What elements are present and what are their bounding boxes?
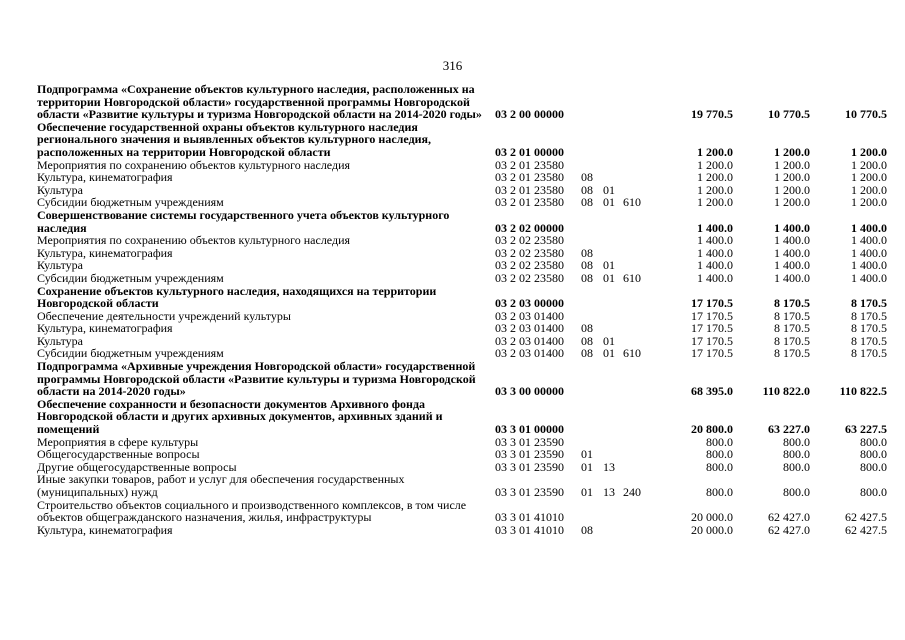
row-amount-2: 10 770.5 bbox=[768, 107, 810, 122]
row-amount-3: 1 400.0 bbox=[851, 258, 887, 273]
row-expense-type: 610 bbox=[623, 346, 641, 361]
row-expense-type bbox=[623, 247, 661, 260]
table-row-heading bbox=[37, 285, 887, 310]
row-section: 08 bbox=[581, 195, 593, 210]
row-expense-type: 610 bbox=[623, 195, 641, 210]
row-amount-1: 1 400.0 bbox=[697, 245, 733, 260]
row-code: 03 3 01 23590 bbox=[495, 459, 564, 474]
row-amount-3: 62 427.5 bbox=[845, 522, 887, 537]
table-row-heading bbox=[37, 121, 887, 159]
table-row-heading bbox=[37, 360, 887, 398]
row-expense-type bbox=[623, 322, 661, 335]
row-section: 08 bbox=[581, 170, 593, 185]
row-expense-type bbox=[623, 448, 661, 461]
row-amount-3: 1 200.0 bbox=[851, 144, 887, 159]
row-name: Мероприятия в сфере культуры bbox=[37, 434, 199, 449]
row-section: 08 bbox=[581, 346, 593, 361]
row-amount-2: 1 200.0 bbox=[774, 195, 810, 210]
row-name: Обеспечение сохранности и безопасности документов Архивного фонда Новгородской области и других архивных документов, архивных зданий и помещений bbox=[37, 396, 443, 437]
row-name: Мероприятия по сохранению объектов культурного наследия bbox=[37, 157, 351, 172]
row-amount-3: 800.0 bbox=[860, 434, 887, 449]
table-row-heading bbox=[37, 209, 887, 234]
row-code: 03 2 01 23580 bbox=[495, 170, 564, 185]
row-amount-2: 1 400.0 bbox=[774, 233, 810, 248]
row-expense-type bbox=[623, 234, 661, 247]
row-code: 03 2 02 00000 bbox=[495, 220, 564, 235]
page-number: 316 bbox=[442, 58, 463, 73]
row-section: 08 bbox=[581, 321, 593, 336]
row-amount-2: 8 170.5 bbox=[774, 321, 810, 336]
row-subsection: 01 bbox=[603, 346, 615, 361]
row-section bbox=[581, 285, 603, 310]
row-subsection bbox=[603, 285, 623, 310]
row-name: Мероприятия по сохранению объектов культурного наследия bbox=[37, 233, 351, 248]
row-name: Другие общегосударственные вопросы bbox=[37, 459, 237, 474]
table-row bbox=[37, 448, 887, 461]
row-code: 03 3 01 41010 bbox=[495, 522, 564, 537]
row-amount-2: 1 400.0 bbox=[774, 245, 810, 260]
row-subsection bbox=[603, 436, 623, 449]
row-section: 08 bbox=[581, 522, 593, 537]
row-amount-1: 1 400.0 bbox=[697, 270, 733, 285]
row-section bbox=[581, 234, 603, 247]
row-expense-type bbox=[623, 159, 661, 172]
row-amount-1: 17 170.5 bbox=[691, 321, 733, 336]
row-amount-1: 1 200.0 bbox=[697, 157, 733, 172]
row-name: Субсидии бюджетным учреждениям bbox=[37, 346, 224, 361]
row-amount-2: 1 200.0 bbox=[774, 157, 810, 172]
row-code: 03 3 01 23590 bbox=[495, 485, 564, 499]
row-amount-2: 1 200.0 bbox=[774, 170, 810, 185]
row-amount-3: 63 227.5 bbox=[845, 422, 887, 437]
row-subsection: 01 bbox=[603, 258, 615, 273]
row-code: 03 2 02 23580 bbox=[495, 233, 564, 248]
row-amount-3: 8 170.5 bbox=[851, 308, 887, 323]
row-subsection bbox=[603, 83, 623, 121]
budget-table-body bbox=[37, 83, 887, 536]
row-amount-2: 1 200.0 bbox=[774, 144, 810, 159]
row-expense-type bbox=[623, 499, 661, 524]
row-name: Культура bbox=[37, 333, 83, 348]
row-code: 03 2 02 23580 bbox=[495, 245, 564, 260]
row-name: Культура, кинематография bbox=[37, 321, 173, 336]
row-amount-2: 8 170.5 bbox=[774, 308, 810, 323]
budget-table bbox=[37, 83, 887, 536]
row-amount-2: 8 170.5 bbox=[774, 333, 810, 348]
row-section: 01 bbox=[581, 485, 593, 499]
row-section: 08 bbox=[581, 270, 593, 285]
row-name: Совершенствование системы государственного учета объектов культурного наследия bbox=[37, 207, 450, 235]
row-section: 08 bbox=[581, 182, 593, 197]
row-code: 03 2 01 23580 bbox=[495, 182, 564, 197]
row-section bbox=[581, 121, 603, 159]
row-code: 03 3 01 23590 bbox=[495, 434, 564, 449]
row-amount-1: 19 770.5 bbox=[691, 107, 733, 122]
table-row bbox=[37, 322, 887, 335]
row-amount-2: 800.0 bbox=[783, 434, 810, 449]
table-row-heading bbox=[37, 398, 887, 436]
row-subsection: 01 bbox=[603, 182, 615, 197]
row-amount-1: 1 200.0 bbox=[697, 195, 733, 210]
row-subsection bbox=[603, 209, 623, 234]
row-subsection bbox=[603, 448, 623, 461]
row-code: 03 2 00 00000 bbox=[495, 107, 564, 122]
row-amount-3: 62 427.5 bbox=[845, 510, 887, 525]
row-code: 03 2 03 01400 bbox=[495, 321, 564, 336]
row-expense-type bbox=[623, 524, 661, 537]
row-amount-1: 800.0 bbox=[706, 485, 733, 499]
row-subsection bbox=[603, 360, 623, 398]
row-expense-type bbox=[623, 461, 661, 474]
row-amount-2: 8 170.5 bbox=[774, 296, 810, 311]
row-subsection bbox=[603, 499, 623, 524]
row-section bbox=[581, 360, 603, 398]
row-amount-3: 110 822.5 bbox=[839, 384, 887, 399]
row-section bbox=[581, 209, 603, 234]
row-expense-type bbox=[623, 121, 661, 159]
row-amount-3: 8 170.5 bbox=[851, 333, 887, 348]
row-subsection bbox=[603, 121, 623, 159]
row-code: 03 2 02 23580 bbox=[495, 258, 564, 273]
row-code: 03 3 00 00000 bbox=[495, 384, 564, 399]
row-subsection bbox=[603, 234, 623, 247]
row-subsection: 01 bbox=[603, 195, 615, 210]
row-expense-type bbox=[623, 310, 661, 323]
row-name: Культура, кинематография bbox=[37, 522, 173, 537]
row-expense-type bbox=[623, 398, 661, 436]
row-amount-1: 17 170.5 bbox=[691, 308, 733, 323]
row-amount-1: 20 000.0 bbox=[691, 522, 733, 537]
row-amount-3: 1 200.0 bbox=[851, 157, 887, 172]
row-amount-1: 1 400.0 bbox=[697, 220, 733, 235]
row-amount-3: 1 400.0 bbox=[851, 233, 887, 248]
row-subsection bbox=[603, 398, 623, 436]
row-amount-1: 17 170.5 bbox=[691, 333, 733, 348]
row-expense-type bbox=[623, 285, 661, 310]
row-subsection bbox=[603, 310, 623, 323]
row-name: Подпрограмма «Архивные учреждения Новгородской области» государственной программы Новгородской области «Развитие культуры и туризма Новгородской области на 2014-2020 годы» bbox=[37, 359, 476, 399]
row-amount-1: 17 170.5 bbox=[691, 296, 733, 311]
row-subsection: 13 bbox=[603, 459, 615, 474]
row-amount-1: 20 800.0 bbox=[691, 422, 733, 437]
table-row bbox=[37, 524, 887, 537]
table-row-heading bbox=[37, 83, 887, 121]
row-section: 01 bbox=[581, 447, 593, 462]
row-amount-3: 800.0 bbox=[860, 485, 887, 499]
row-name: Субсидии бюджетным учреждениям bbox=[37, 270, 224, 285]
row-amount-3: 1 400.0 bbox=[851, 220, 887, 235]
row-amount-2: 800.0 bbox=[783, 485, 810, 499]
row-name: Культура, кинематография bbox=[37, 170, 173, 185]
table-row bbox=[37, 247, 887, 260]
row-amount-1: 1 200.0 bbox=[697, 170, 733, 185]
row-expense-type bbox=[623, 360, 661, 398]
row-amount-2: 1 200.0 bbox=[774, 182, 810, 197]
row-section: 08 bbox=[581, 333, 593, 348]
row-amount-3: 800.0 bbox=[860, 447, 887, 462]
table-row bbox=[37, 272, 887, 285]
row-name: Культура bbox=[37, 258, 83, 273]
row-expense-type: 610 bbox=[623, 270, 641, 285]
row-amount-2: 110 822.0 bbox=[762, 384, 810, 399]
row-code: 03 2 02 23580 bbox=[495, 270, 564, 285]
row-name: Обеспечение деятельности учреждений культуры bbox=[37, 308, 291, 323]
row-subsection: 01 bbox=[603, 333, 615, 348]
row-name: Культура, кинематография bbox=[37, 245, 173, 260]
row-amount-1: 800.0 bbox=[706, 447, 733, 462]
table-row bbox=[37, 473, 887, 498]
row-name: Подпрограмма «Сохранение объектов культурного наследия, расположенных на территории Новгородской области» государственной программы Новгородской области «Развитие культуры и туризма Новгородской области на 2014-2020 годы» bbox=[37, 82, 482, 122]
row-amount-1: 20 000.0 bbox=[691, 510, 733, 525]
row-code: 03 3 01 23590 bbox=[495, 447, 564, 462]
row-amount-3: 1 200.0 bbox=[851, 182, 887, 197]
row-subsection: 13 bbox=[603, 485, 615, 499]
table-row bbox=[37, 171, 887, 184]
row-code: 03 2 03 01400 bbox=[495, 346, 564, 361]
row-expense-type bbox=[623, 436, 661, 449]
row-name: Субсидии бюджетным учреждениям bbox=[37, 195, 224, 210]
row-amount-1: 800.0 bbox=[706, 434, 733, 449]
row-amount-3: 8 170.5 bbox=[851, 321, 887, 336]
row-amount-2: 1 400.0 bbox=[774, 270, 810, 285]
row-code: 03 2 01 00000 bbox=[495, 144, 564, 159]
row-subsection bbox=[603, 159, 623, 172]
row-amount-1: 68 395.0 bbox=[691, 384, 733, 399]
row-subsection bbox=[603, 322, 623, 335]
row-code: 03 2 03 01400 bbox=[495, 308, 564, 323]
row-expense-type bbox=[623, 171, 661, 184]
row-expense-type bbox=[623, 83, 661, 121]
row-section bbox=[581, 499, 603, 524]
row-name: Культура bbox=[37, 182, 83, 197]
row-amount-3: 800.0 bbox=[860, 459, 887, 474]
row-code: 03 2 01 23580 bbox=[495, 195, 564, 210]
row-amount-3: 10 770.5 bbox=[845, 107, 887, 122]
row-name: Строительство объектов социального и производственного комплексов, в том числе объектов общегражданского назначения, жилья, инфраструктуры bbox=[37, 497, 467, 525]
row-code: 03 3 01 41010 bbox=[495, 510, 564, 525]
row-amount-1: 1 200.0 bbox=[697, 144, 733, 159]
row-name: Обеспечение государственной охраны объектов культурного наследия регионального значения и выявленных объектов культурного наследия, расположенных на территории Новгородской области bbox=[37, 119, 432, 159]
row-amount-2: 8 170.5 bbox=[774, 346, 810, 361]
row-subsection bbox=[603, 171, 623, 184]
table-row bbox=[37, 234, 887, 247]
row-amount-3: 1 200.0 bbox=[851, 170, 887, 185]
table-row bbox=[37, 499, 887, 524]
row-amount-3: 8 170.5 bbox=[851, 296, 887, 311]
row-amount-2: 800.0 bbox=[783, 447, 810, 462]
row-expense-type: 240 bbox=[623, 485, 641, 499]
row-amount-2: 1 400.0 bbox=[774, 258, 810, 273]
row-amount-2: 62 427.0 bbox=[768, 510, 810, 525]
row-subsection bbox=[603, 524, 623, 537]
row-code: 03 2 03 01400 bbox=[495, 333, 564, 348]
row-amount-3: 1 400.0 bbox=[851, 270, 887, 285]
row-amount-2: 800.0 bbox=[783, 459, 810, 474]
row-section bbox=[581, 83, 603, 121]
row-amount-1: 1 400.0 bbox=[697, 258, 733, 273]
row-name: Иные закупки товаров, работ и услуг для обеспечения государственных (муниципальных) нужд bbox=[37, 472, 405, 499]
row-subsection: 01 bbox=[603, 270, 615, 285]
row-section: 08 bbox=[581, 258, 593, 273]
row-amount-3: 1 400.0 bbox=[851, 245, 887, 260]
row-section: 08 bbox=[581, 245, 593, 260]
row-section: 01 bbox=[581, 459, 593, 474]
row-code: 03 3 01 00000 bbox=[495, 422, 564, 437]
row-amount-1: 800.0 bbox=[706, 459, 733, 474]
row-name: Общегосударственные вопросы bbox=[37, 447, 200, 462]
row-section bbox=[581, 398, 603, 436]
row-amount-2: 63 227.0 bbox=[768, 422, 810, 437]
row-amount-3: 8 170.5 bbox=[851, 346, 887, 361]
row-amount-2: 1 400.0 bbox=[774, 220, 810, 235]
row-code: 03 2 01 23580 bbox=[495, 157, 564, 172]
row-name: Сохранение объектов культурного наследия, находящихся на территории Новгородской области bbox=[37, 283, 437, 311]
row-code: 03 2 03 00000 bbox=[495, 296, 564, 311]
row-amount-2: 62 427.0 bbox=[768, 522, 810, 537]
row-amount-1: 17 170.5 bbox=[691, 346, 733, 361]
row-amount-1: 1 400.0 bbox=[697, 233, 733, 248]
row-amount-1: 1 200.0 bbox=[697, 182, 733, 197]
row-expense-type bbox=[623, 209, 661, 234]
row-amount-3: 1 200.0 bbox=[851, 195, 887, 210]
